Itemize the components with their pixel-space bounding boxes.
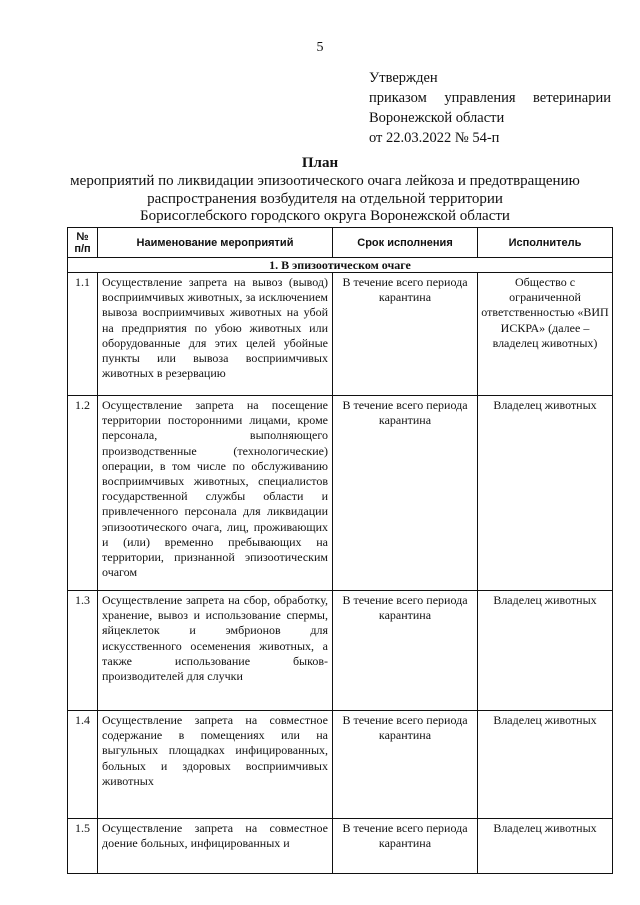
document-subtitle — [60, 173, 590, 226]
row-term: В течение всего периода карантина — [333, 591, 478, 711]
approval-block — [369, 68, 611, 148]
table-row — [68, 396, 613, 591]
table-header-row — [68, 228, 613, 258]
row-term: В течение всего периода карантина — [333, 273, 478, 396]
row-num: 1.5 — [68, 819, 98, 874]
approval-line-4: от 22.03.2022 № 54-п — [369, 130, 500, 146]
header-num: № п/п — [68, 228, 98, 258]
table-row — [68, 273, 613, 396]
row-term: В течение всего периода карантина — [333, 711, 478, 819]
subtitle-line-1: мероприятий по ликвидации эпизоотического очага лейкоза и предотвращению — [70, 173, 580, 189]
row-measure: Осуществление запрета на посещение территории посторонними лицами, кроме персонала, выполняющего производственные (технологические) операции, в том числе по обслуживанию восприимчивых животных, специалистов государственной службы области и привлеченного персонала для ликвидации эпизоотического очага, лиц, проживающих и (или) временно пребывающих на территории, признанной эпизоотическим очагом — [98, 396, 333, 591]
header-term: Срок исполнения — [333, 228, 478, 258]
row-executor: Владелец животных — [478, 819, 613, 874]
approval-line-1: Утвержден — [369, 70, 438, 86]
row-executor: Владелец животных — [478, 396, 613, 591]
row-executor: Владелец животных — [478, 711, 613, 819]
subtitle-line-3: Борисоглебского городского округа Воронежской области — [140, 208, 510, 224]
table-row — [68, 819, 613, 874]
row-num: 1.2 — [68, 396, 98, 591]
document-title: План — [301, 155, 339, 171]
row-term: В течение всего периода карантина — [333, 819, 478, 874]
row-executor: Общество с ограниченной ответственностью «ВИП ИСКРА» (далее – владелец животных) — [478, 273, 613, 396]
row-measure: Осуществление запрета на совместное доение больных, инфицированных и — [98, 819, 333, 874]
section-title: 1. В эпизоотическом очаге — [68, 258, 613, 273]
header-name: Наименование мероприятий — [98, 228, 333, 258]
row-measure: Осуществление запрета на сбор, обработку, хранение, вывоз и использование спермы, яйцеклеток и эмбрионов для искусственного осеменения животных, а также использование быков-производителей для случки — [98, 591, 333, 711]
row-term: В течение всего периода карантина — [333, 396, 478, 591]
page-number: 5 — [316, 40, 324, 55]
approval-line-3: Воронежской области — [369, 110, 505, 126]
table-row — [68, 591, 613, 711]
subtitle-line-2: распространения возбудителя на отдельной территории — [147, 190, 503, 207]
row-num: 1.4 — [68, 711, 98, 819]
table-row — [68, 711, 613, 819]
row-executor: Владелец животных — [478, 591, 613, 711]
section-row — [68, 258, 613, 273]
row-measure: Осуществление запрета на совместное содержание в помещениях или на выгульных площадках инфицированных, больных и здоровых восприимчивых животных — [98, 711, 333, 819]
measures-table — [67, 227, 613, 874]
row-num: 1.1 — [68, 273, 98, 396]
row-num: 1.3 — [68, 591, 98, 711]
header-executor: Исполнитель — [478, 228, 613, 258]
row-measure: Осуществление запрета на вывоз (вывод) восприимчивых животных, за исключением вывоза восприимчивых животных на убой на предприятия по убою животных или оборудованные для этих целей убойные пункты или вывоза восприимчивых животных в резервацию — [98, 273, 333, 396]
approval-line-2: приказом управления ветеринарии — [369, 90, 611, 106]
